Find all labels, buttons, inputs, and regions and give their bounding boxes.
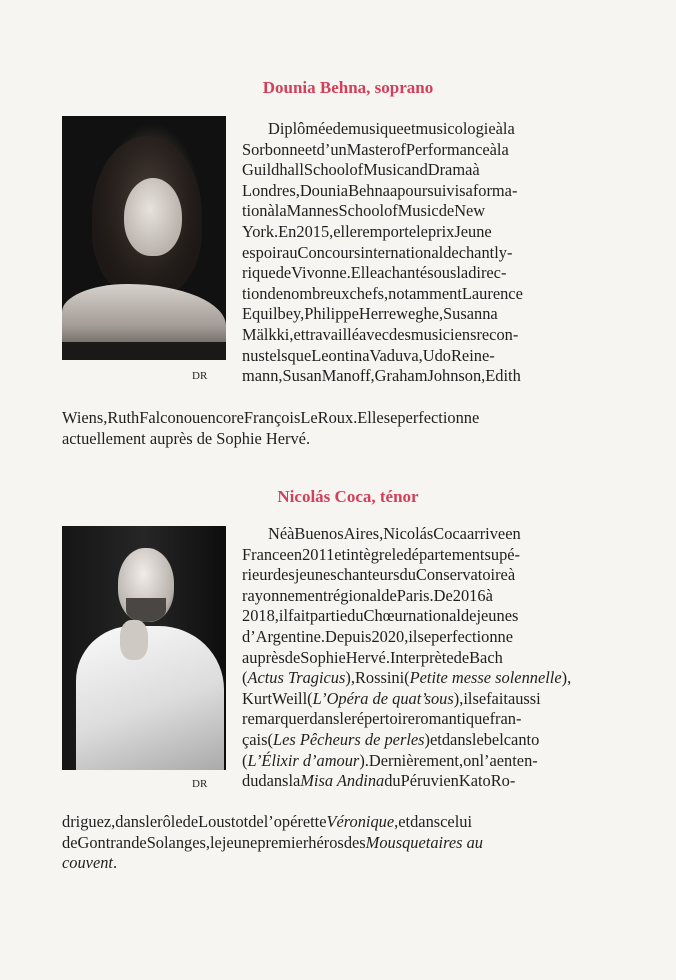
photo-credit: DR [192,370,208,382]
text-line: tionàlaMannesSchoolofMusicdeNew [242,201,486,221]
artist-name-heading: Nicolás Coca, ténor [277,487,419,506]
biography-text-continued [62,812,600,874]
text-line: Franceen2011etintègreledépartementsupé- [242,544,521,564]
text-line: Diplôméedemusiqueetmusicologieàla [268,119,515,138]
text-line: KurtWeill(L’Opéra de quat’sous),ilsefaitaussi [242,688,541,708]
text-line: Wiens,RuthFalconouencoreFrançoisLeRoux.Elleseperfectionne [62,408,480,427]
text-line: Londres,DouniaBehnaapoursuivisaforma- [242,180,518,200]
text-line: riquedeVivonne.Elleachantésousladirec- [242,263,507,283]
text-line: çais(Les Pêcheurs de perles)etdanslebelcanto [242,729,540,749]
text-line: deGontrandeSolanges,lejeunepremierhérosdesMousquetaires au [62,832,483,852]
text-line: Mälkki,ettravailléavecdesmusiciensrecon- [242,324,519,344]
artist-name-heading: Dounia Behna, soprano [262,78,434,97]
biography-text-continued [62,408,600,449]
text-line: actuellement auprès de Sophie Hervé. [62,428,311,448]
text-line: 2018,ilfaitpartieduChœurnationaldejeunes [242,606,519,626]
text-line: remarquerdanslerépertoireromantiquefran- [242,709,522,729]
text-line: (L’Élixir d’amour).Dernièrement,onl’aenten- [242,750,538,770]
text-line: nustelsqueLeontinaVaduva,UdoReine- [242,345,495,365]
text-line: couvent. [62,853,118,873]
text-line: Sorbonneetd’unMasterofPerformanceàla [242,139,509,159]
text-line: rayonnementrégionaldeParis.De2016à [242,585,493,605]
text-line: GuildhallSchoolofMusicandDramaà [242,160,480,180]
biography-text [242,524,600,792]
text-line: driguez,danslerôledeLoustotdel’opéretteVéronique,etdanscelui [62,812,473,831]
text-line: d’Argentine.Depuis2020,ilseperfectionne [242,626,513,646]
text-line: mann,SusanManoff,GrahamJohnson,Edith [242,366,521,386]
text-line: Equilbey,PhilippeHerreweghe,Susanna [242,304,498,324]
photo-credit: DR [192,778,208,790]
text-line: auprèsdeSophieHervé.InterprètedeBach [242,647,503,667]
text-line: rieurdesjeuneschanteursduConservatoireà [242,565,516,585]
portrait-photo [62,116,226,360]
text-line: tiondenombreuxchefs,notammentLaurence [242,283,523,303]
text-line: NéàBuenosAires,NicolásCocaarriveen [268,524,521,543]
text-line: dudanslaMisa AndinaduPéruvienKatoRo- [242,771,516,791]
text-line: espoirauConcoursinternationaldechantly- [242,242,513,262]
text-line: (Actus Tragicus),Rossini(Petite messe solennelle), [242,668,572,688]
biography-text [242,119,600,387]
portrait-photo [62,526,226,770]
text-line: York.En2015,elleremporteleprixJeune [242,221,492,241]
